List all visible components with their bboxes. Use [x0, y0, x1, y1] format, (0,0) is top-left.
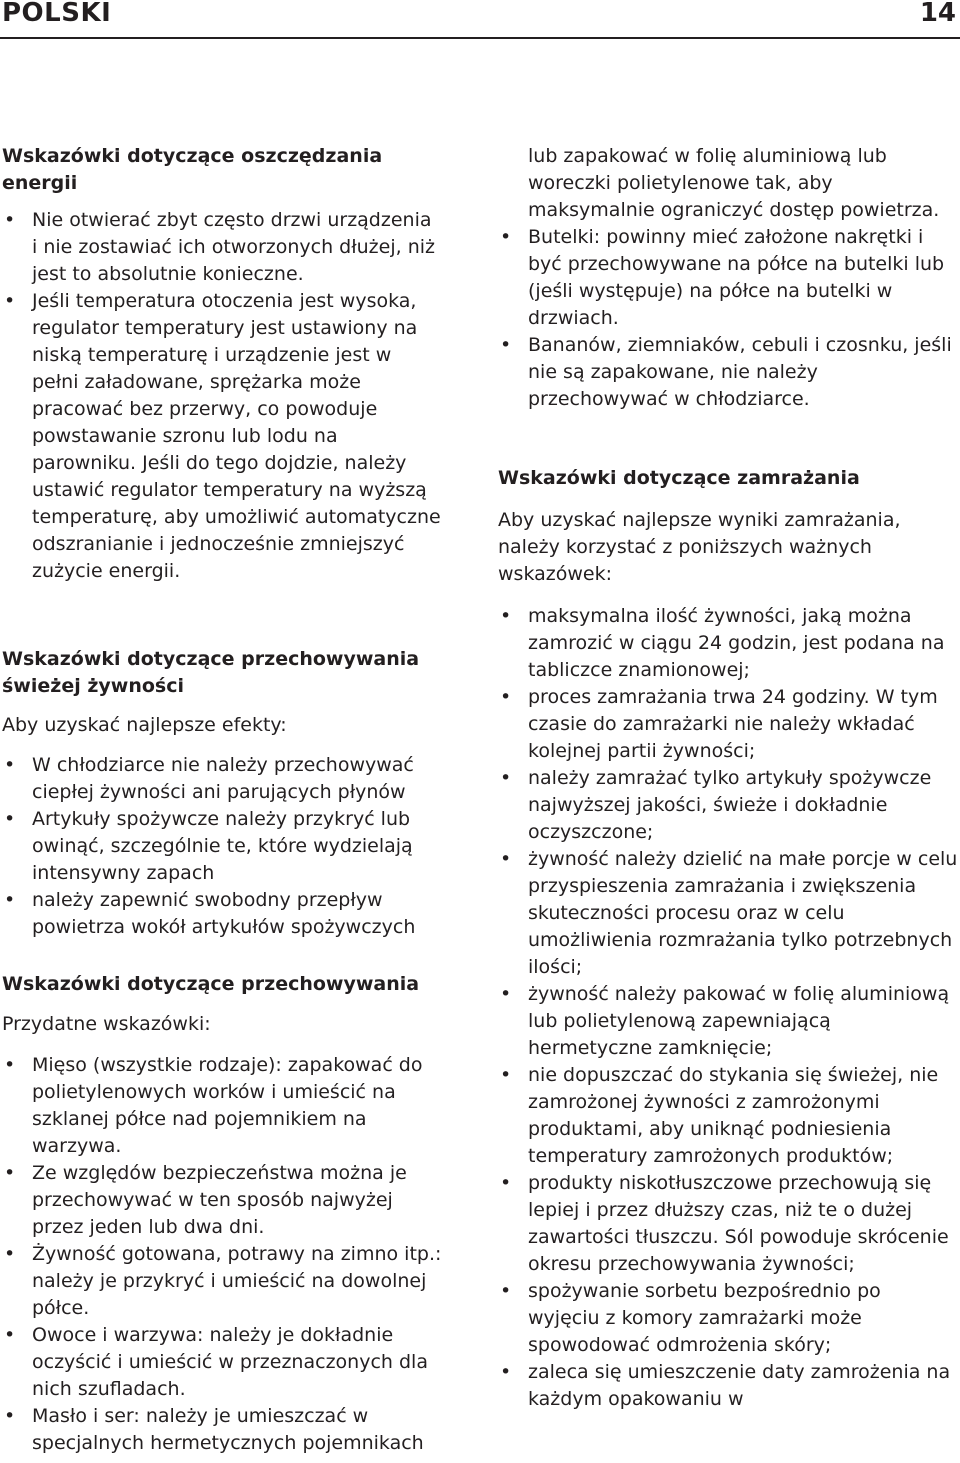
storage-heading: Wskazówki dotyczące przechowywania [2, 973, 420, 995]
list-item: • żywność należy pakować w folię aluminiową lub polietylenową zapewniającą hermetyczne zamknięcie; [498, 981, 958, 1062]
energy-saving-list [2, 207, 442, 585]
page-number: 14 [919, 0, 956, 28]
freezing-list [498, 603, 958, 1413]
list-item: • spożywanie sorbetu bezpośrednio po wyjęciu z komory zamrażarki może spowodować odmrożenia skóry; [498, 1278, 958, 1359]
freezing-heading: Wskazówki dotyczące zamrażania [498, 467, 860, 489]
list-item: • należy zamrażać tylko artykuły spożywcze najwyższej jakości, świeże i dokładnie oczyszczone; [498, 765, 958, 846]
storage-continuation [498, 143, 958, 413]
fresh-food-heading: Wskazówki dotyczące przechowywania świeżej żywności [2, 648, 420, 697]
list-item: • Żywność gotowana, potrawy na zimno itp.: należy je przykryć i umieścić na dowolnej półce. [2, 1241, 447, 1322]
list-item: • Owoce i warzywa: należy je dokładnie oczyścić i umieścić w przeznaczonych dla nich szufladach. [2, 1322, 447, 1403]
page-header [0, 0, 960, 39]
list-item: • Nie otwierać zbyt często drzwi urządzenia i nie zostawiać ich otworzonych dłużej, niż jest to absolutnie konieczne. [2, 207, 442, 288]
list-item: • produkty niskotłuszczowe przechowują się lepiej i przez dłuższy czas, niż te o dużej zawartości tłuszczu. Sól powoduje skrócenie okresu przechowywania żywności; [498, 1170, 958, 1278]
fresh-food-section [2, 646, 464, 941]
list-item: • W chłodziarce nie należy przechowywać ciepłej żywności ani parujących płynów [2, 752, 464, 806]
list-item: • Artykuły spożywcze należy przykryć lub owinąć, szczególnie te, które wydzielają intensywny zapach [2, 806, 464, 887]
storage-list-continued [498, 143, 958, 413]
freezing-intro: Aby uzyskać najlepsze wyniki zamrażania, należy korzystać z poniższych ważnych wskazówek: [498, 509, 901, 585]
list-item: • maksymalna ilość żywności, jaką można zamrozić w ciągu 24 godzin, jest podana na tabliczce znamionowej; [498, 603, 958, 684]
list-item: • Masło i ser: należy je umieszczać w specjalnych hermetycznych pojemnikach [2, 1403, 447, 1457]
freezing-section [498, 465, 958, 1413]
language-label: POLSKI [2, 0, 112, 28]
energy-saving-section [2, 143, 442, 585]
list-item: • Ze względów bezpieczeństwa można je przechowywać w ten sposób najwyżej przez jeden lub dwa dni. [2, 1160, 447, 1241]
storage-section [2, 971, 447, 1457]
list-item: • Mięso (wszystkie rodzaje): zapakować do polietylenowych worków i umieścić na szklanej półce nad pojemnikiem na warzywa. [2, 1052, 447, 1160]
fresh-food-intro: Aby uzyskać najlepsze efekty: [2, 714, 287, 736]
list-item: • żywność należy dzielić na małe porcje w celu przyspieszenia zamrażania i zwiększenia skuteczności procesu oraz w celu umożliwienia rozmrażania tylko potrzebnych ilości; [498, 846, 958, 981]
list-item: • proces zamrażania trwa 24 godziny. W tym czasie do zamrażarki nie należy wkładać kolejnej partii żywności; [498, 684, 958, 765]
energy-saving-heading: Wskazówki dotyczące oszczędzania energii [2, 145, 383, 194]
list-item: • Jeśli temperatura otoczenia jest wysoka, regulator temperatury jest ustawiony na niską temperaturę i urządzenie jest w pełni załadowane, sprężarka może pracować bez przerwy, co powoduje powstawanie szronu lub lodu na parowniku. Jeśli do tego dojdzie, należy ustawić regulator temperatury na wyższą temperaturę, aby umożliwić automatyczne odszranianie i jednocześnie zmniejszyć zużycie energii. [2, 288, 442, 585]
list-item: • Bananów, ziemniaków, cebuli i czosnku, jeśli nie są zapakowane, nie należy przechowywać w chłodziarce. [498, 332, 958, 413]
list-item: • nie dopuszczać do stykania się świeżej, nie zamrożonej żywności z zamrożonymi produktami, aby uniknąć podniesienia temperatury zamrożonych produktów; [498, 1062, 958, 1170]
list-item: • Butelki: powinny mieć założone nakrętki i być przechowywane na półce na butelki lub (jeśli występuje) na półce na butelki w drzwiach. [498, 224, 958, 332]
list-item-continuation: lub zapakować w folię aluminiową lub woreczki polietylenowe tak, aby maksymalnie ograniczyć dostęp powietrza. [528, 145, 940, 221]
fresh-food-list [2, 752, 464, 941]
storage-intro: Przydatne wskazówki: [2, 1013, 211, 1035]
list-item: • zaleca się umieszczenie daty zamrożenia na każdym opakowaniu w [498, 1359, 958, 1413]
storage-list [2, 1052, 447, 1457]
list-item: • należy zapewnić swobodny przepływ powietrza wokół artykułów spożywczych [2, 887, 464, 941]
